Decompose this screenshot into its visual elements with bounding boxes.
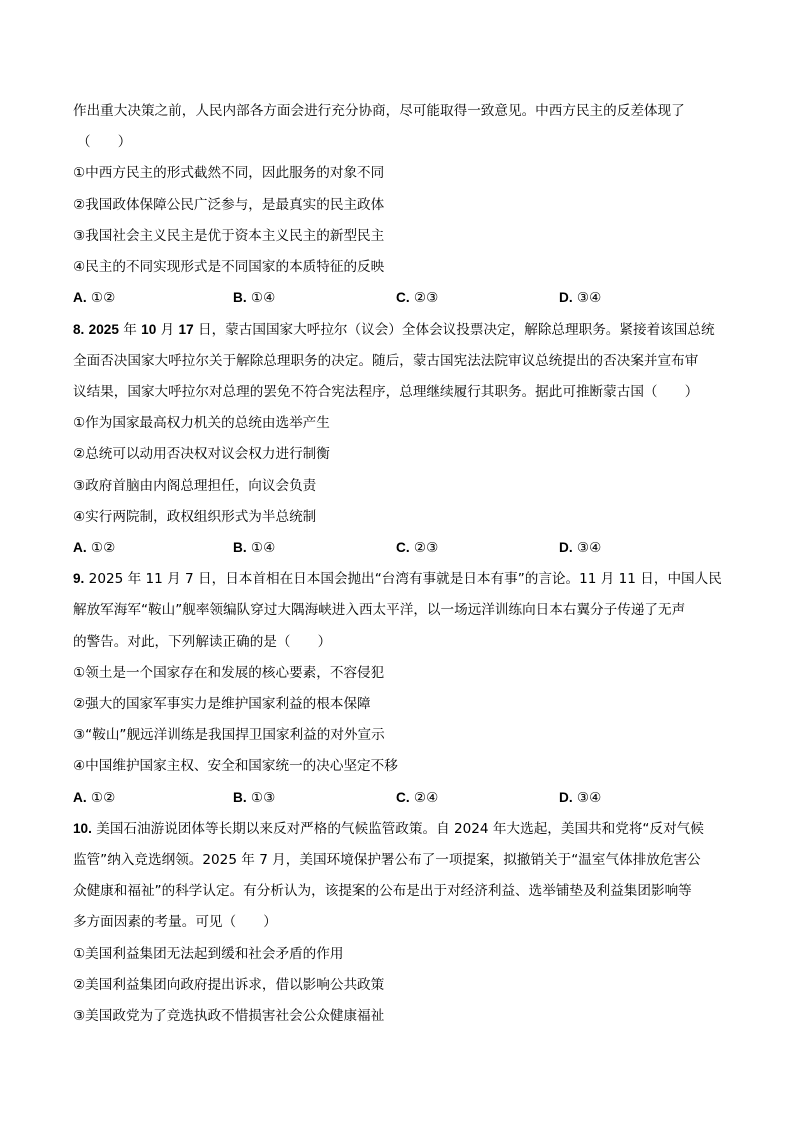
q9-stem-line-2: 解放军海军“鞍山”舰率领编队穿过大隅海峡进入西太平洋，以一场远洋训练向日本右翼分子传递了无声 <box>73 602 686 618</box>
stem-text: 美国石油游说团体等长期以来反对严格的气候监管政策。自 2024 年大选起，美国共和党将“反对气候 <box>96 821 704 837</box>
q8-option-c <box>396 538 438 558</box>
stem-text: 2025 年 11 月 7 日，日本首相在日本国会抛出“台湾有事就是日本有事”的言论。11 月 11 日，中国人民 <box>88 571 722 587</box>
option-letter: B. <box>233 290 247 305</box>
option-text: ①④ <box>250 540 276 556</box>
q7-stem-line-2: （ ） <box>77 134 132 150</box>
q8-statement-3: ③政府首脑由内阁总理担任，向议会负责 <box>73 478 317 494</box>
option-text: ①② <box>90 790 116 806</box>
q9-option-d <box>559 788 601 808</box>
q7-statement-4: ④民主的不同实现形式是不同国家的本质特征的反映 <box>73 259 385 275</box>
question-number: 9. <box>73 571 85 586</box>
q10-stem-line-3: 众健康和福祉”的科学认定。有分析认为，该提案的公布是出于对经济利益、选举铺垫及利益集团影响等 <box>73 883 692 899</box>
day: 17 <box>178 322 194 337</box>
option-text: ③④ <box>576 540 602 556</box>
option-letter: D. <box>559 290 573 305</box>
question-number: 10. <box>73 821 92 836</box>
q9-option-a <box>73 788 115 808</box>
q7-option-d <box>559 288 601 308</box>
option-letter: B. <box>233 790 247 805</box>
stem-text: 年 <box>123 322 137 338</box>
q7-statement-2: ②我国政体保障公民广泛参与，是最真实的民主政体 <box>73 197 385 213</box>
q8-statement-2: ②总统可以动用否决权对议会权力进行制衡 <box>73 446 330 462</box>
option-letter: D. <box>559 790 573 805</box>
q8-option-a <box>73 538 115 558</box>
option-text: ①③ <box>250 790 276 806</box>
year: 2025 <box>88 322 119 337</box>
option-text: ②③ <box>413 290 439 306</box>
q7-statement-3: ③我国社会主义民主是优于资本主义民主的新型民主 <box>73 228 385 244</box>
q8-statement-1: ①作为国家最高权力机关的总统由选举产生 <box>73 415 330 431</box>
q7-option-b <box>233 288 275 308</box>
option-text: ①④ <box>250 290 276 306</box>
q10-statement-3: ③美国政党为了竞选执政不惜损害社会公众健康福祉 <box>73 1008 385 1024</box>
option-text: ③④ <box>576 290 602 306</box>
option-text: ③④ <box>576 790 602 806</box>
option-text: ①② <box>90 290 116 306</box>
option-letter: D. <box>559 540 573 555</box>
q9-option-b <box>233 788 275 808</box>
q8-option-b <box>233 538 275 558</box>
option-text: ①② <box>90 540 116 556</box>
option-letter: C. <box>396 540 410 555</box>
q10-stem-line-2: 监管”纳入竞选纲领。2025 年 7 月，美国环境保护署公布了一项提案，拟撤销关于“温室气体排放危害公 <box>73 852 701 868</box>
month: 10 <box>141 322 157 337</box>
q7-statement-1: ①中西方民主的形式截然不同，因此服务的对象不同 <box>73 165 385 181</box>
option-letter: A. <box>73 540 87 555</box>
option-letter: C. <box>396 790 410 805</box>
q9-stem-line-1 <box>73 569 723 589</box>
q8-statement-4: ④实行两院制，政权组织形式为半总统制 <box>73 509 317 525</box>
stem-text: 月 <box>160 322 175 338</box>
q9-statement-1: ①领土是一个国家存在和发展的核心要素，不容侵犯 <box>73 665 385 681</box>
q10-stem-line-1 <box>73 819 723 839</box>
option-text: ②③ <box>413 540 439 556</box>
q8-stem-line-1 <box>73 320 723 340</box>
q8-stem-line-3: 议结果，国家大呼拉尔对总理的罢免不符合宪法程序，总理继续履行其职务。据此可推断蒙古国（ ） <box>73 384 699 400</box>
q10-statement-2: ②美国利益集团向政府提出诉求，借以影响公共政策 <box>73 977 385 993</box>
q10-stem-line-4: 多方面因素的考量。可见（ ） <box>73 914 277 930</box>
q7-stem-line-1: 作出重大决策之前，人民内部各方面会进行充分协商，尽可能取得一致意见。中西方民主的反差体现了 <box>73 103 685 119</box>
q8-stem-line-2: 全面否决国家大呼拉尔关于解除总理职务的决定。随后，蒙古国宪法法院审议总统提出的否决案并宣布审 <box>73 353 699 369</box>
q9-statement-3: ③“鞍山”舰远洋训练是我国捍卫国家利益的对外宣示 <box>73 727 385 743</box>
q8-option-d <box>559 538 601 558</box>
q9-statement-2: ②强大的国家军事实力是维护国家利益的根本保障 <box>73 696 371 712</box>
q9-option-c <box>396 788 438 808</box>
q9-statement-4: ④中国维护国家主权、安全和国家统一的决心坚定不移 <box>73 758 398 774</box>
q7-option-a <box>73 288 115 308</box>
option-letter: B. <box>233 540 247 555</box>
option-letter: C. <box>396 290 410 305</box>
q10-statement-1: ①美国利益集团无法起到缓和社会矛盾的作用 <box>73 946 344 962</box>
q7-option-c <box>396 288 438 308</box>
question-number: 8. <box>73 322 85 337</box>
option-letter: A. <box>73 790 87 805</box>
q9-stem-line-3: 的警告。对此，下列解读正确的是（ ） <box>73 634 332 650</box>
option-text: ②④ <box>413 790 439 806</box>
stem-text: 日，蒙古国国家大呼拉尔（议会）全体会议投票决定，解除总理职务。紧接着该国总统 <box>198 322 715 338</box>
option-letter: A. <box>73 290 87 305</box>
